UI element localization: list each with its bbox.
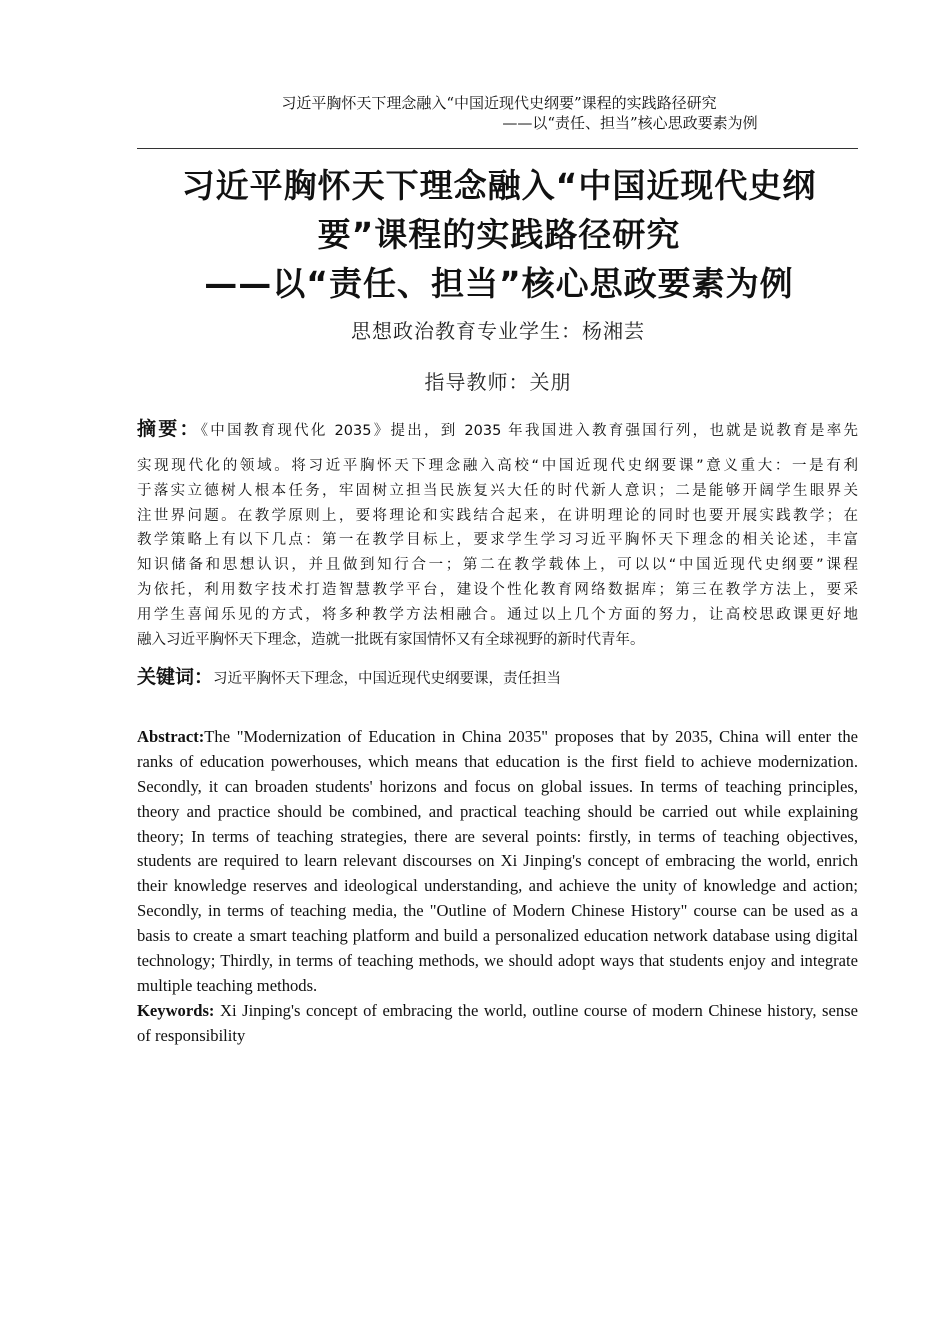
abstract-en-line: students are required to learn relevant discourses on Xi Jinping's concept of embracing the world, enrich [137, 851, 858, 871]
keywords-cn [137, 665, 858, 692]
title-line2: 要”课程的实践路径研究 [317, 215, 681, 254]
abstract-cn-line: 注世界问题。在教学原则上，要将理论和实践结合起来，在讲明理论的同时也要开展实践教学；在 [137, 507, 858, 524]
keywords-cn-text: 习近平胸怀天下理念，中国近现代史纲要课，责任担当 [213, 671, 562, 687]
abstract-en-line: Secondly, it can broaden students' horizons and focus on global issues. In terms of teaching principles, [137, 776, 858, 796]
abstract-cn-line: 知识储备和思想认识，并且做到知行合一；第二在教学载体上，可以以“中国近现代史纲要”课程 [137, 557, 858, 574]
abstract-en-line: ranks of education powerhouses, which means that education is the first field to achieve modernization. [137, 751, 858, 771]
abstract-en-line: technology; Thirdly, in terms of teaching methods, we should adopt ways that students enjoy and integrate [137, 951, 858, 971]
abstract-en-line: Secondly, in terms of teaching media, the "Outline of Modern Chinese History" course can be used as a [137, 901, 858, 921]
keywords-en-label: Keywords: [137, 1000, 215, 1020]
abstract-cn-line: 用学生喜闻乐见的方式，将多种教学方法相融合。通过以上几个方面的努力，让高校思政课更好地 [137, 606, 858, 623]
abstract-en-first-line: The "Modernization of Education in China 2035" proposes that by 2035, China will enter the [204, 727, 858, 746]
keywords-en [137, 999, 858, 1024]
abstract-cn [137, 416, 858, 652]
title-line1: 习近平胸怀天下理念融入“中国近现代史纲 [181, 166, 817, 205]
header-divider [137, 148, 858, 149]
abstract-cn-first-line: 《中国教育现代化 2035》提出，到 2035 年我国进入教育强国行列，也就是说教育是率先 [200, 423, 858, 439]
abstract-en [137, 725, 858, 1049]
title-line3: ——以“责任、担当”核心思政要素为例 [204, 264, 794, 303]
abstract-cn-line: 于落实立德树人根本任务，牢固树立担当民族复兴大任的时代新人意识；二是能够开阔学生眼界关 [137, 482, 858, 499]
abstract-cn-label: 摘要： [137, 418, 201, 440]
running-header-line1: 习近平胸怀天下理念融入“中国近现代史纲要”课程的实践路径研究 [281, 94, 717, 112]
abstract-en-label: Abstract: [137, 727, 205, 746]
keywords-en-first-line: Xi Jinping's concept of embracing the world, outline course of modern Chinese history, sense [214, 1000, 858, 1020]
abstract-en-line: multiple teaching methods. [137, 975, 318, 995]
keywords-en-line2: of responsibility [137, 1025, 246, 1045]
abstract-en-line: theory and practice should be combined, and practical teaching should be carried out while explaining [137, 801, 858, 821]
advisor: 指导教师：关朋 [424, 370, 572, 394]
abstract-cn-line: 教学策略上有以下几点：第一在教学目标上，要求学生学习习近平胸怀天下理念的相关论述，丰富 [137, 532, 858, 549]
abstract-en-line: basis to create a smart teaching platform and build a personalized education network database using digital [137, 926, 858, 946]
abstract-cn-line: 融入习近平胸怀天下理念，造就一批既有家国情怀又有全球视野的新时代青年。 [137, 631, 645, 648]
keywords-cn-label: 关键词： [137, 666, 214, 688]
abstract-cn-line: 为依托，利用数字技术打造智慧教学平台，建设个性化教育网络数据库；第三在教学方法上，要采 [137, 581, 858, 598]
abstract-en-line: theory; In terms of teaching strategies, there are several points: firstly, in terms of teaching objectives, [137, 826, 858, 846]
abstract-en-line: their knowledge reserves and ideological understanding, and achieve the unity of knowledge and action; [137, 876, 858, 896]
author: 思想政治教育专业学生：杨湘芸 [351, 319, 645, 343]
abstract-cn-line: 实现现代化的领域。将习近平胸怀天下理念融入高校“中国近现代史纲要课”意义重大：一是有利 [137, 458, 858, 474]
running-header-line2: ——以“责任、担当”核心思政要素为例 [502, 114, 758, 132]
